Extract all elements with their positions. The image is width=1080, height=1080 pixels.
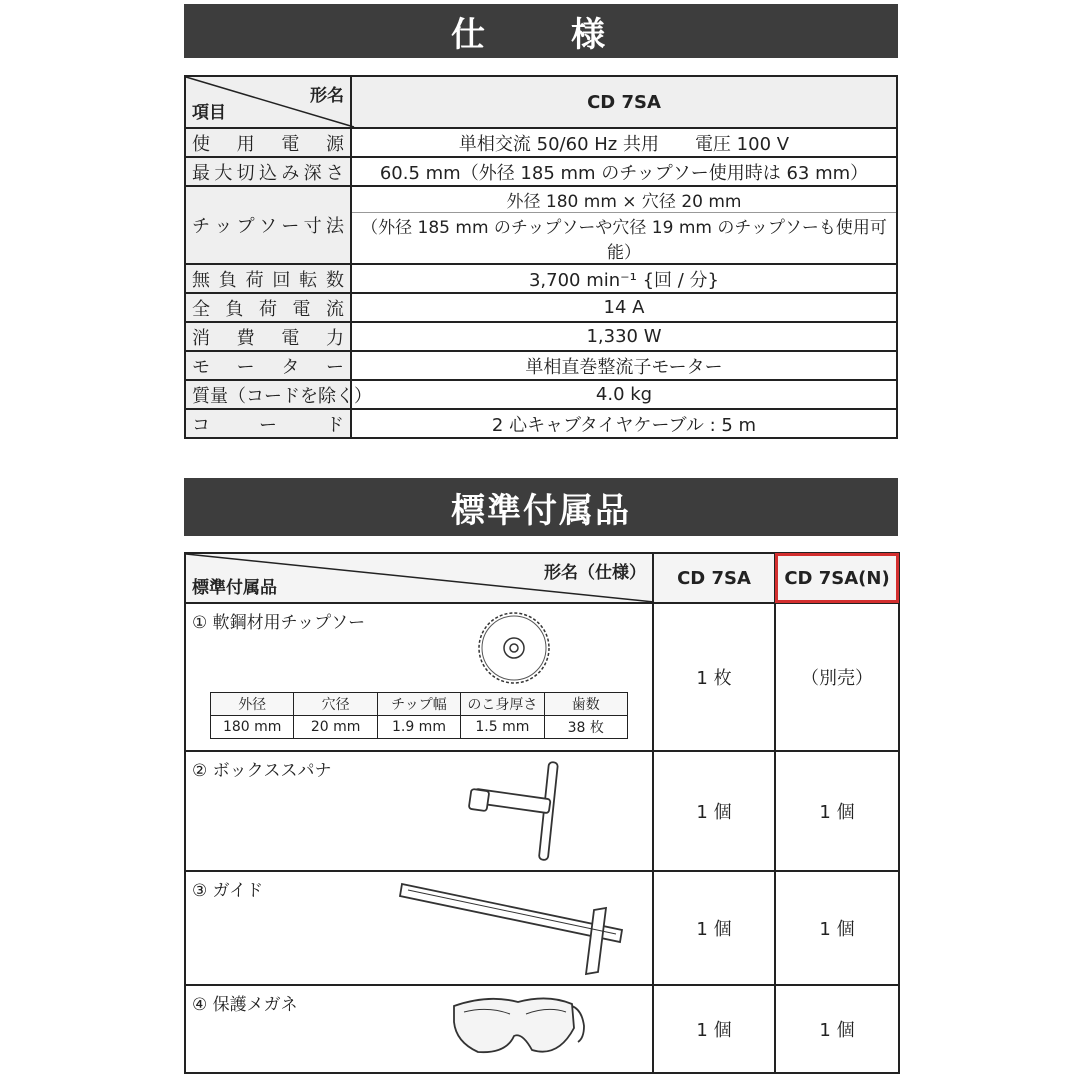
corner-bottom-label: 標準付属品 [192, 578, 277, 598]
spec-table [184, 75, 898, 439]
spec-row [185, 186, 897, 213]
spec-label-text [192, 266, 350, 292]
accessory-table [184, 552, 900, 1074]
accessory-qty-model-2: 1 個 [775, 985, 899, 1073]
spec-row [185, 157, 897, 186]
spec-row-label [185, 351, 351, 380]
accessory-qty-model-1: 1 枚 [653, 603, 775, 751]
label-char: 込 [258, 162, 277, 184]
spec-row-value: 単相交流 50/60 Hz 共用 電圧 100 V [351, 128, 897, 157]
saw-blade-icon [476, 610, 552, 686]
accessory-qty-model-1: 1 個 [653, 871, 775, 985]
blade-header-cell: 歯数 [544, 693, 627, 716]
spec-label-text [192, 295, 350, 321]
spec-label-text [192, 159, 350, 185]
spec-row-value: 60.5 mm（外径 185 mm のチップソー使用時は 63 mm） [351, 157, 897, 186]
accessory-item-cell [185, 603, 653, 751]
spec-row-value: 4.0 kg [351, 380, 897, 409]
spec-table-header [185, 76, 897, 128]
blade-header-cell: 外径 [211, 693, 294, 716]
accessory-section-title: 標準付属品 [184, 478, 898, 536]
spec-row-label [185, 322, 351, 351]
accessory-row [185, 871, 899, 985]
label-char: 用 [236, 133, 255, 155]
accessory-row [185, 751, 899, 871]
label-char: 消 [192, 327, 210, 349]
spec-section-title: 仕 様 [184, 4, 898, 58]
spec-row [185, 351, 897, 380]
label-char: 源 [325, 133, 344, 155]
spec-label-text [192, 212, 350, 238]
label-char: 電 [281, 327, 300, 349]
label-char: 力 [325, 327, 344, 349]
accessory-qty-model-1: 1 個 [653, 751, 775, 871]
label-char: 荷 [259, 298, 277, 320]
corner-top-label: 形名（仕様） [544, 563, 646, 583]
spec-row-label [185, 264, 351, 293]
label-char: ッ [214, 216, 233, 237]
label-char: モ [192, 356, 210, 378]
blade-header-cell: のこ身厚さ [461, 693, 544, 716]
spec-label-text [192, 324, 350, 350]
accessory-qty-model-2: 1 個 [775, 751, 899, 871]
label-char: 寸 [303, 216, 322, 237]
corner-top-label: 形名 [310, 86, 344, 106]
label-char: ソ [258, 216, 277, 237]
label-char: 無 [192, 269, 210, 291]
label-char: 全 [192, 298, 210, 320]
blade-header-cell: チップ幅 [377, 693, 460, 716]
label-char: 深 [303, 162, 322, 184]
spec-row-label [185, 128, 351, 157]
label-char: 電 [281, 133, 300, 155]
accessory-row [185, 603, 899, 751]
label-char: 転 [299, 269, 318, 291]
accessory-item-cell [185, 985, 653, 1073]
blade-value-cell: 1.5 mm [461, 716, 544, 739]
accessory-item-label: ③ ガイド [192, 881, 264, 901]
spec-row-value: 2 心キャブタイヤケーブル : 5 m [351, 409, 897, 438]
spec-row-label [185, 380, 372, 409]
blade-spec-table [210, 692, 628, 739]
guide-rule-icon [398, 880, 630, 980]
label-char: さ [325, 162, 344, 184]
spec-label-text: 質量（コードを除く） [192, 385, 372, 407]
spec-row [185, 409, 897, 438]
spec-label-text [192, 411, 350, 437]
label-char: 費 [236, 327, 255, 349]
blade-value-cell: 180 mm [211, 716, 294, 739]
spec-row [185, 380, 897, 409]
accessory-item-cell [185, 871, 653, 985]
label-char: 負 [225, 298, 244, 320]
spec-row [185, 128, 897, 157]
accessory-qty-model-2: 1 個 [775, 871, 899, 985]
label-char: 使 [192, 133, 210, 155]
label-char: み [281, 162, 300, 184]
accessory-item-label: ① 軟鋼材用チップソー [192, 613, 366, 633]
label-char: チ [192, 216, 210, 237]
label-char: 数 [325, 269, 344, 291]
spec-row [185, 322, 897, 351]
spec-row-value: 14 A [351, 293, 897, 322]
label-char: 負 [218, 269, 237, 291]
spec-corner-cell [185, 76, 351, 128]
spec-row-value: 単相直巻整流子モーター [351, 351, 897, 380]
label-char: タ [281, 356, 300, 378]
accessory-table-header [185, 553, 899, 603]
label-char: 法 [325, 216, 344, 237]
label-char: 回 [272, 269, 291, 291]
label-char: ー [259, 414, 277, 436]
accessory-item-label: ④ 保護メガネ [192, 995, 298, 1015]
corner-bottom-label: 項目 [192, 103, 226, 123]
spec-row-value: 1,330 W [351, 322, 897, 351]
box-wrench-icon [468, 760, 568, 864]
label-char: ー [325, 356, 344, 378]
spec-row [185, 264, 897, 293]
accessory-corner-cell [185, 553, 653, 603]
spec-model-name: CD 7SA [351, 76, 897, 128]
spec-row-label [185, 186, 351, 264]
accessory-row [185, 985, 899, 1073]
spec-row [185, 293, 897, 322]
label-char: コ [192, 414, 210, 436]
blade-value-cell: 38 枚 [544, 716, 627, 739]
safety-glasses-icon [448, 992, 588, 1064]
accessory-item-label: ② ボックススパナ [192, 761, 332, 781]
label-char: 切 [236, 162, 255, 184]
label-char: ー [236, 356, 255, 378]
label-char: 流 [326, 298, 344, 320]
blade-value-cell: 20 mm [294, 716, 377, 739]
label-char: 大 [214, 162, 233, 184]
spec-row-value: 3,700 min⁻¹ {回 / 分} [351, 264, 897, 293]
spec-row-label [185, 409, 351, 438]
accessory-qty-model-1: 1 個 [653, 985, 775, 1073]
label-char: プ [236, 216, 255, 237]
accessory-model-2-highlighted: CD 7SA(N) [775, 553, 899, 603]
spec-row-label [185, 157, 351, 186]
label-char: ー [281, 216, 300, 237]
spec-label-text [192, 130, 350, 156]
accessory-item-cell [185, 751, 653, 871]
accessory-qty-model-2: （別売） [775, 603, 899, 751]
blade-value-row [211, 716, 628, 739]
spec-row-label [185, 293, 351, 322]
label-char: 電 [292, 298, 311, 320]
label-char: 荷 [245, 269, 264, 291]
spec-label-text [192, 353, 350, 379]
spec-row-value-note: （外径 185 mm のチップソーや穴径 19 mm のチップソーも使用可能） [351, 213, 897, 265]
blade-value-cell: 1.9 mm [377, 716, 460, 739]
label-char: ド [326, 414, 344, 436]
label-char: 最 [192, 162, 210, 184]
blade-header-row [211, 693, 628, 716]
accessory-model-1: CD 7SA [653, 553, 775, 603]
blade-header-cell: 穴径 [294, 693, 377, 716]
spec-row-value: 外径 180 mm × 穴径 20 mm [351, 186, 897, 213]
